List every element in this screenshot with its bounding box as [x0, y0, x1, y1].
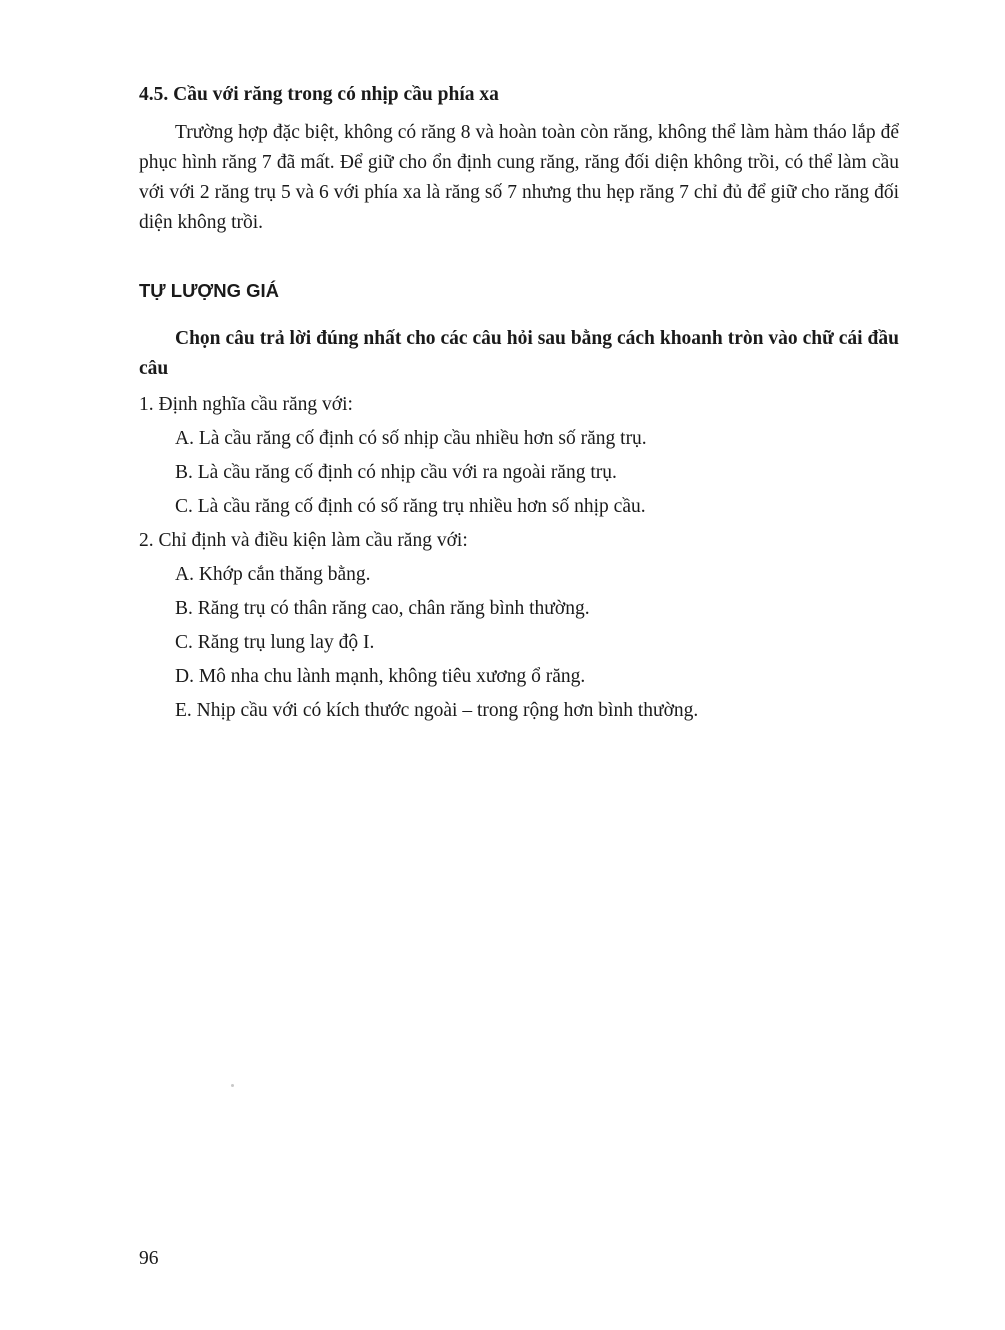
question-2-option-b: B. Răng trụ có thân răng cao, chân răng bình thường.: [175, 598, 590, 619]
self-assessment-instruction: Chọn câu trả lời đúng nhất cho các câu hỏi sau bằng cách khoanh tròn vào chữ cái đầu câu: [139, 328, 899, 379]
question-2: 2. Chỉ định và điều kiện làm cầu răng với:: [139, 530, 468, 551]
question-1: 1. Định nghĩa cầu răng với:: [139, 394, 353, 415]
section-paragraph: Trường hợp đặc biệt, không có răng 8 và hoàn toàn còn răng, không thể làm hàm tháo lắp để phục hình răng 7 đã mất. Để giữ cho ổn định cung răng, răng đối diện không trồi, có thể làm cầu với với 2 răng trụ 5 và 6 với phía xa là răng số 7 nhưng thu hẹp răng 7 chỉ đủ để giữ cho răng đối diện không trồi.: [139, 122, 899, 233]
question-2-option-c: C. Răng trụ lung lay độ I.: [175, 632, 375, 653]
page-number: 96: [139, 1248, 159, 1269]
self-assessment-heading: TỰ LƯỢNG GIÁ: [139, 280, 279, 301]
scan-speck: [231, 1084, 234, 1087]
question-1-option-c: C. Là cầu răng cố định có số răng trụ nhiều hơn số nhịp cầu.: [175, 496, 646, 517]
question-2-option-d: D. Mô nha chu lành mạnh, không tiêu xương ổ răng.: [175, 666, 586, 687]
question-2-option-a: A. Khớp cắn thăng bằng.: [175, 564, 371, 585]
question-1-option-a: A. Là cầu răng cố định có số nhịp cầu nhiều hơn số răng trụ.: [175, 428, 647, 449]
question-2-option-e: E. Nhịp cầu với có kích thước ngoài – trong rộng hơn bình thường.: [175, 700, 699, 721]
section-heading: 4.5. Cầu với răng trong có nhịp cầu phía xa: [139, 84, 499, 105]
question-1-option-b: B. Là cầu răng cố định có nhịp cầu với ra ngoài răng trụ.: [175, 462, 617, 483]
